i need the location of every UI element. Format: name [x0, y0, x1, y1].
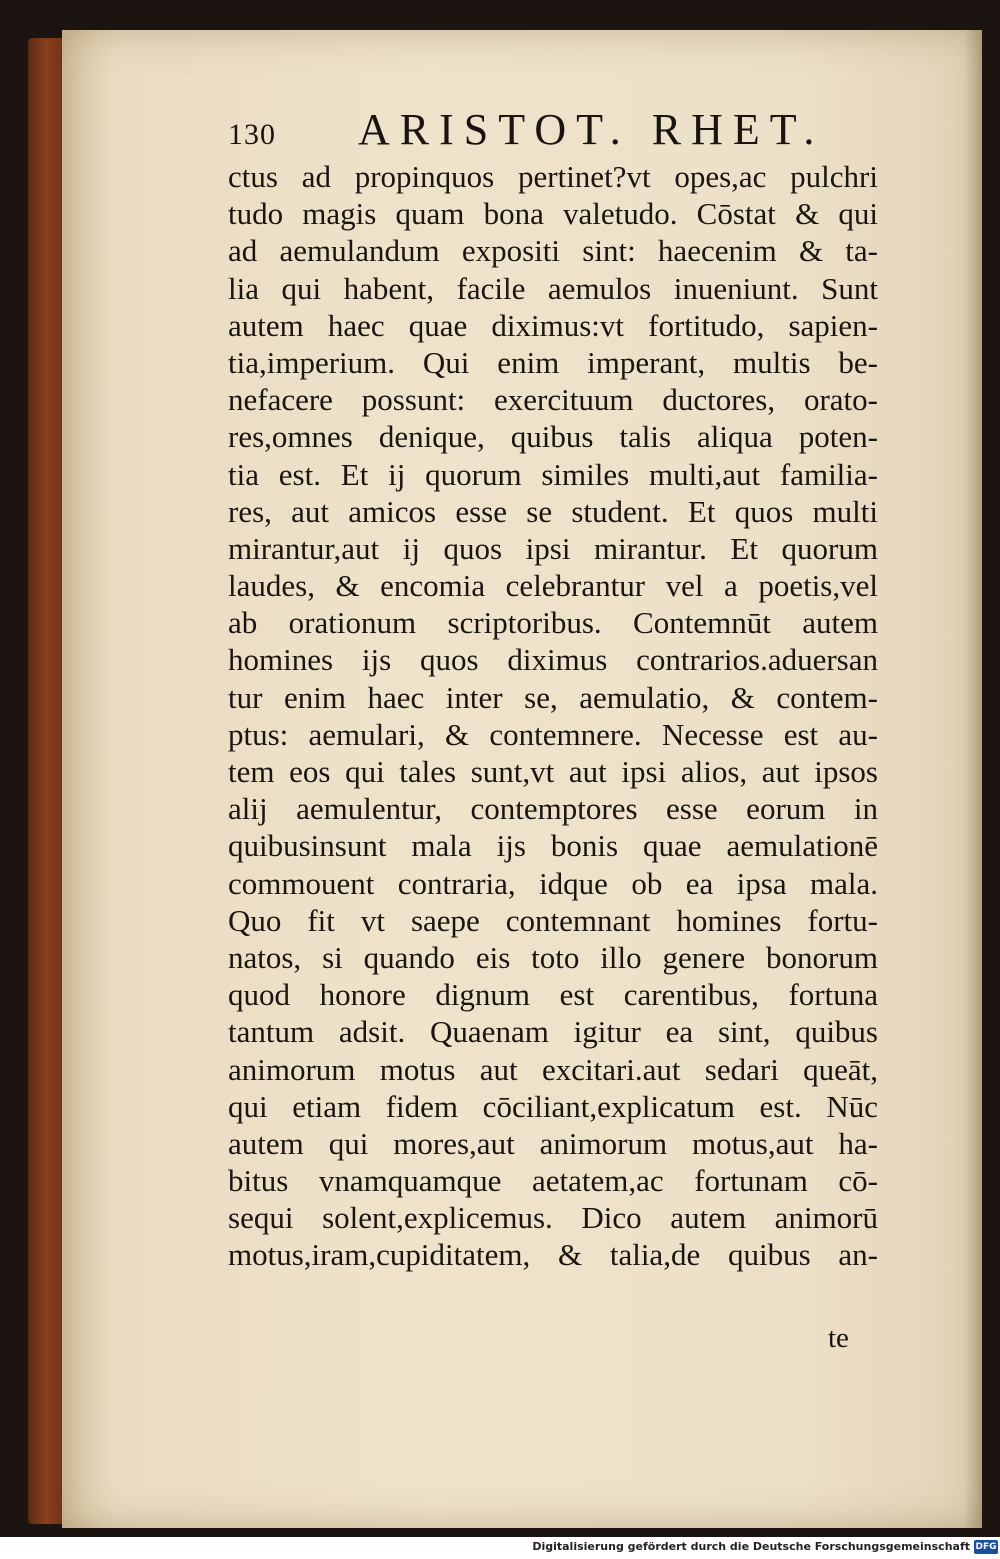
text-line: ab orationum scriptoribus. Contemnūt autem: [228, 605, 878, 641]
text-line: motus,iram,cupiditatem, & talia,de quibus an-: [228, 1237, 878, 1273]
text-line: ptus: aemulari, & contemnere. Necesse est au-: [228, 716, 878, 752]
text-line: tantum adsit. Quaenam igitur ea sint, quibus: [228, 1014, 878, 1050]
text-line: mirantur,aut ij quos ipsi mirantur. Et quorum: [228, 530, 878, 566]
text-line: tia,imperium. Qui enim imperant, multis be-: [228, 344, 878, 380]
catchword: te: [828, 1322, 849, 1354]
text-line: Quo fit vt saepe contemnant homines fortu-: [228, 902, 878, 938]
text-line: alij aemulentur, contemptores esse eorum in: [228, 791, 878, 827]
text-line: tia est. Et ij quorum similes multi,aut familia-: [228, 456, 878, 492]
text-line: lia qui habent, facile aemulos inueniunt. Sunt: [228, 270, 878, 306]
text-line: animorum motus aut excitari.aut sedari queāt,: [228, 1051, 878, 1087]
text-line: tem eos qui tales sunt,vt aut ipsi alios, aut ipsos: [228, 754, 878, 789]
text-line: quibusinsunt mala ijs bonis quae aemulationē: [228, 828, 878, 864]
text-line: autem qui mores,aut animorum motus,aut ha-: [228, 1125, 878, 1161]
text-line: sequi solent,explicemus. Dico autem animorū: [228, 1200, 878, 1236]
digitization-footer: [0, 1537, 1000, 1559]
text-line: ctus ad propinquos pertinet?vt opes,ac pulchri: [228, 159, 878, 194]
funding-credit: Digitalisierung gefördert durch die Deutsche Forschungsgemeinschaft: [532, 1540, 970, 1553]
text-line: nefacere possunt: exercituum ductores, orato-: [228, 382, 878, 418]
text-line: laudes, & encomia celebrantur vel a poetis,vel: [228, 568, 878, 604]
body-text: [228, 158, 968, 1274]
text-line: bitus vnamquamque aetatem,ac fortunam cō-: [228, 1163, 878, 1199]
text-line: quod honore dignum est carentibus, fortuna: [228, 977, 878, 1013]
text-line: ad aemulandum expositi sint: haecenim & ta-: [228, 233, 878, 269]
text-line: natos, si quando eis toto illo genere bonorum: [228, 939, 878, 975]
text-line: autem haec quae diximus:vt fortitudo, sapien-: [228, 307, 878, 343]
text-line: homines ijs quos diximus contrarios.aduersan: [228, 642, 878, 678]
text-line: res,omnes denique, quibus talis aliqua poten-: [228, 419, 878, 455]
text-line: tudo magis quam bona valetudo. Cōstat & qui: [228, 196, 878, 232]
text-line: commouent contraria, idque ob ea ipsa mala.: [228, 865, 878, 901]
text-line: tur enim haec inter se, aemulatio, & contem-: [228, 679, 878, 715]
text-line: qui etiam fidem cōciliant,explicatum est. Nūc: [228, 1088, 878, 1124]
running-head: [228, 102, 868, 158]
text-line: res, aut amicos esse se student. Et quos multi: [228, 493, 878, 529]
running-title: ARISTOT. RHET.: [358, 105, 825, 154]
page-number: 130: [228, 118, 276, 151]
dfg-logo: DFG: [975, 1542, 997, 1552]
